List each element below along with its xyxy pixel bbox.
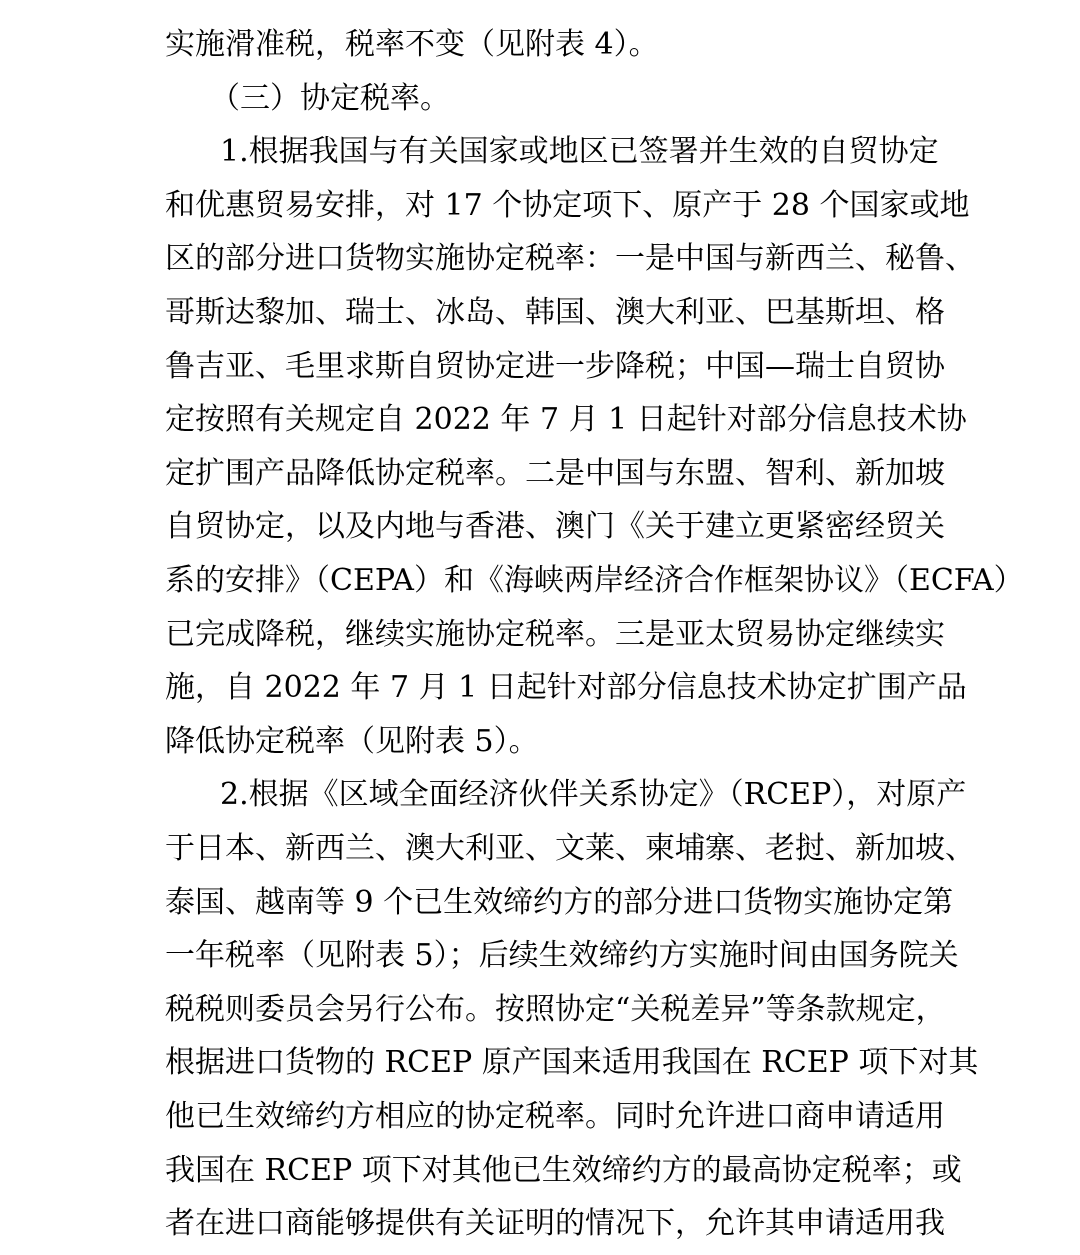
text-line: 者在进口商能够提供有关证明的情况下，允许其申请适用我 [165, 1206, 945, 1242]
text-line: 实施滑准税，税率不变（见附表 4）。 [165, 27, 659, 62]
text-line: 根据进口货物的 RCEP 原产国来适用我国在 RCEP 项下对其 [165, 1045, 979, 1081]
text-line: 1.根据我国与有关国家或地区已签署并生效的自贸协定 [220, 134, 939, 170]
text-line: 施，自 2022 年 7 月 1 日起针对部分信息技术协定扩围产品 [165, 670, 967, 706]
text-line: 定扩围产品降低协定税率。二是中国与东盟、智利、新加坡 [165, 455, 945, 491]
text-line: （三）协定税率。 [210, 80, 450, 116]
text-line: 2.根据《区域全面经济伙伴关系协定》（RCEP），对原产 [220, 777, 967, 813]
text-line: 一年税率（见附表 5）；后续生效缔约方实施时间由国务院关 [165, 938, 959, 974]
text-line: 鲁吉亚、毛里求斯自贸协定进一步降税；中国—瑞士自贸协 [165, 348, 945, 384]
text-line: 已完成降税，继续实施协定税率。三是亚太贸易协定继续实 [165, 616, 945, 652]
text-line: 他已生效缔约方相应的协定税率。同时允许进口商申请适用 [165, 1099, 945, 1134]
text-line: 自贸协定，以及内地与香港、澳门《关于建立更紧密经贸关 [165, 509, 945, 545]
text-line: 泰国、越南等 9 个已生效缔约方的部分进口货物实施协定第 [165, 884, 954, 920]
text-line: 定按照有关规定自 2022 年 7 月 1 日起针对部分信息技术协 [165, 402, 967, 438]
text-line: 于日本、新西兰、澳大利亚、文莱、柬埔寨、老挝、新加坡、 [165, 831, 975, 866]
text-line: 哥斯达黎加、瑞士、冰岛、韩国、澳大利亚、巴基斯坦、格 [165, 295, 945, 330]
text-line: 区的部分进口货物实施协定税率：一是中国与新西兰、秘鲁、 [165, 241, 975, 277]
text-line: 系的安排》（CEPA）和《海峡两岸经济合作框架协议》（ECFA） [165, 563, 1024, 598]
text-line: 和优惠贸易安排，对 17 个协定项下、原产于 28 个国家或地 [165, 187, 970, 223]
text-line: 我国在 RCEP 项下对其他已生效缔约方的最高协定税率；或 [165, 1152, 962, 1188]
text-line: 税税则委员会另行公布。按照协定“关税差异”等条款规定， [165, 991, 946, 1027]
text-line: 降低协定税率（见附表 5）。 [165, 723, 539, 759]
